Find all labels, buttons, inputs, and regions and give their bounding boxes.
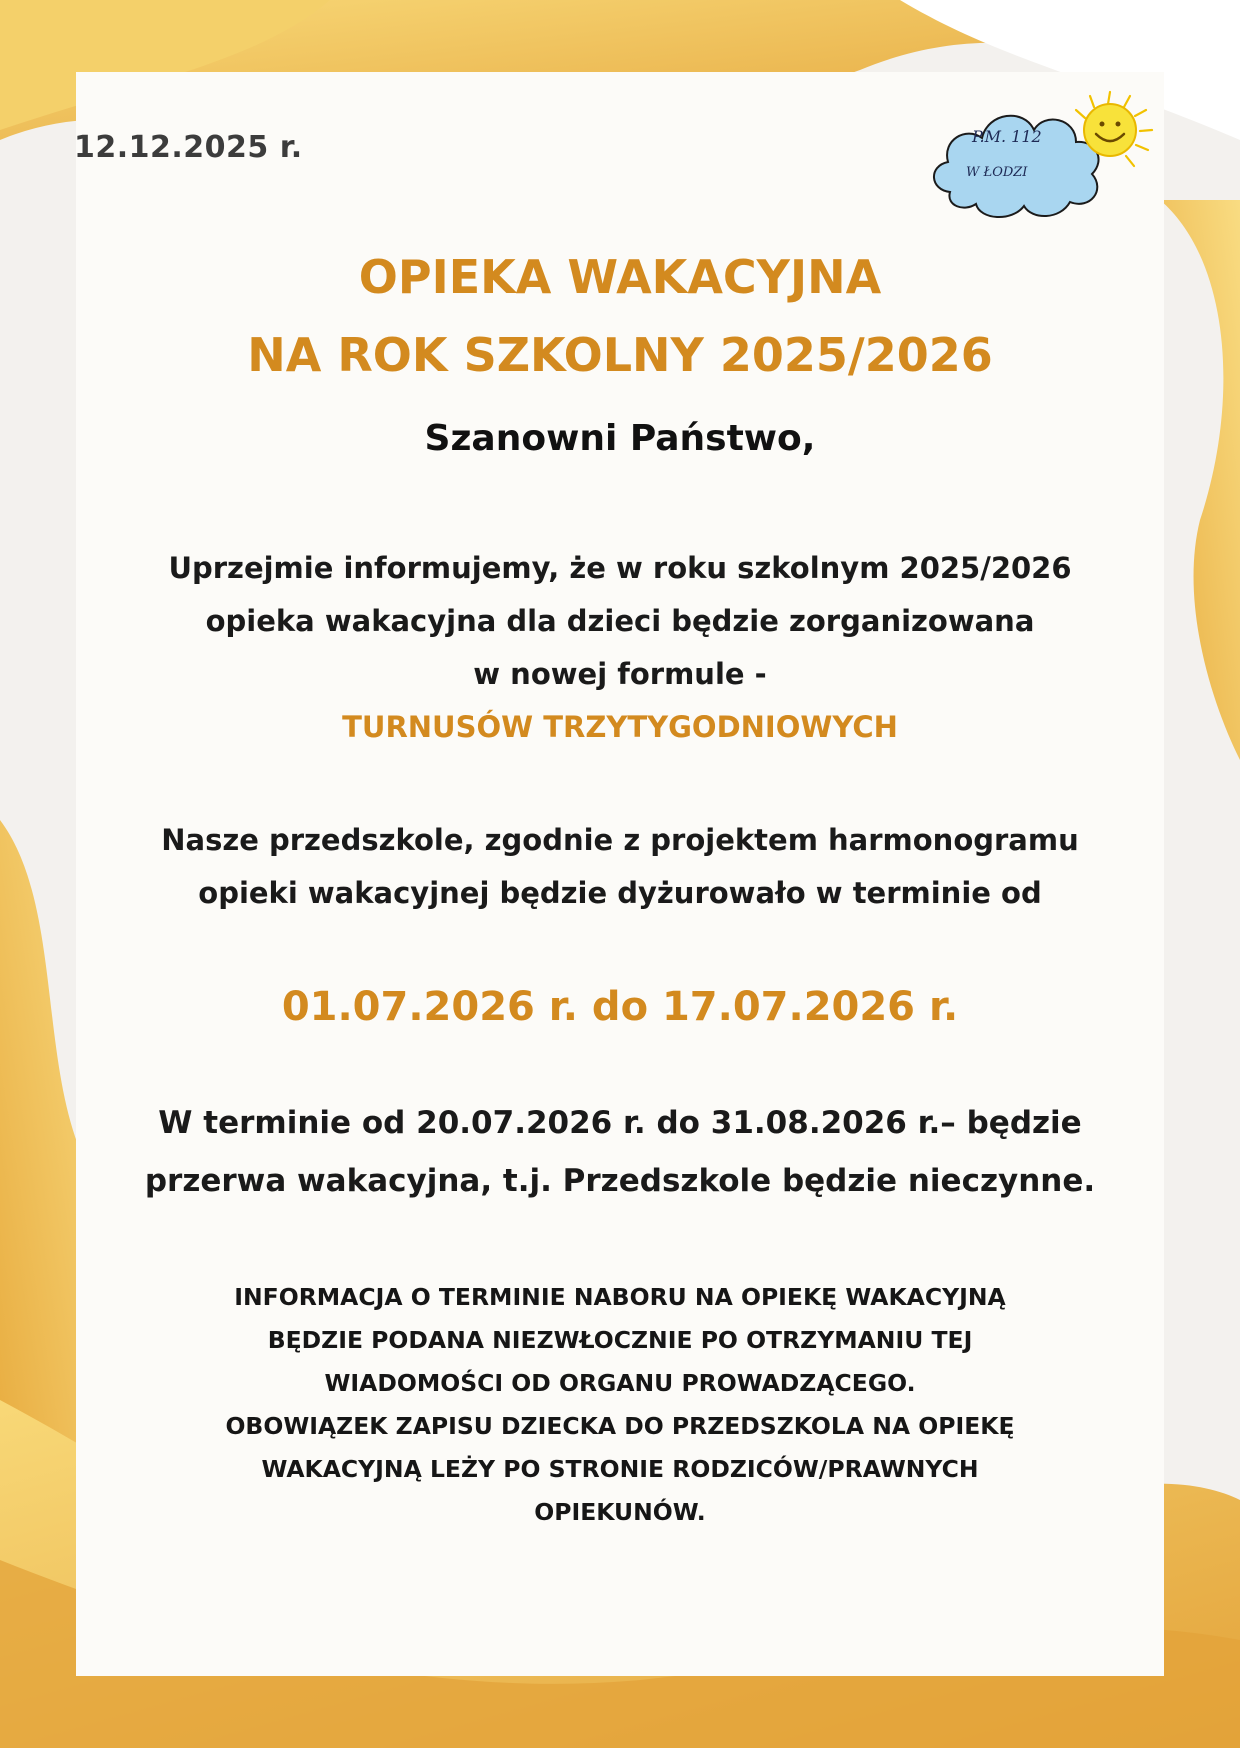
enrollment-notice <box>76 1276 1164 1534</box>
logo-text-line2: W ŁODZI <box>966 165 1028 180</box>
preschool-logo <box>920 82 1160 232</box>
title-line-2: NA ROK SZKOLNY 2025/2026 <box>247 328 993 382</box>
notice-line1: INFORMACJA O TERMINIE NABORU NA OPIEKĘ WAKACYJNĄ <box>234 1283 1006 1311</box>
paragraph-announcement <box>76 542 1164 754</box>
paragraph1-line1: Uprzejmie informujemy, że w roku szkolnym 2025/2026 <box>168 551 1072 585</box>
title-line-1: OPIEKA WAKACYJNA <box>358 250 882 304</box>
greeting: Szanowni Państwo, <box>424 418 816 459</box>
notice-line6: OPIEKUNÓW. <box>534 1498 706 1526</box>
paragraph-duty <box>76 814 1164 920</box>
paragraph3-line1: W terminie od 20.07.2026 r. do 31.08.2026 r.– będzie <box>158 1105 1082 1141</box>
notice-line2: BĘDZIE PODANA NIEZWŁOCZNIE PO OTRZYMANIU TEJ <box>267 1326 973 1354</box>
notice-line5: WAKACYJNĄ LEŻY PO STRONIE RODZICÓW/PRAWNYCH <box>261 1455 979 1483</box>
paragraph2-line2: opieki wakacyjnej będzie dyżurowało w terminie od <box>198 876 1042 910</box>
page-title <box>76 238 1164 394</box>
notice-line4: OBOWIĄZEK ZAPISU DZIECKA DO PRZEDSZKOLA NA OPIEKĘ <box>225 1412 1015 1440</box>
date: 12.12.2025 r. <box>74 130 303 165</box>
paragraph1-line3: w nowej formule - <box>473 657 767 691</box>
paragraph1-highlight: TURNUSÓW TRZYTYGODNIOWYCH <box>342 710 898 744</box>
paragraph2-line1: Nasze przedszkole, zgodnie z projektem harmonogramu <box>161 823 1079 857</box>
logo-text-line1: P.M. 112 <box>972 127 1042 146</box>
sun-icon <box>1084 104 1136 156</box>
notice-line3: WIADOMOŚCI OD ORGANU PROWADZĄCEGO. <box>324 1369 916 1397</box>
duty-dates: 01.07.2026 r. do 17.07.2026 r. <box>281 984 959 1030</box>
paragraph1-line2: opieka wakacyjna dla dzieci będzie zorganizowana <box>205 604 1035 638</box>
paragraph3-line2: przerwa wakacyjna, t.j. Przedszkole będzie nieczynne. <box>144 1163 1096 1199</box>
paragraph-break <box>76 1094 1164 1210</box>
